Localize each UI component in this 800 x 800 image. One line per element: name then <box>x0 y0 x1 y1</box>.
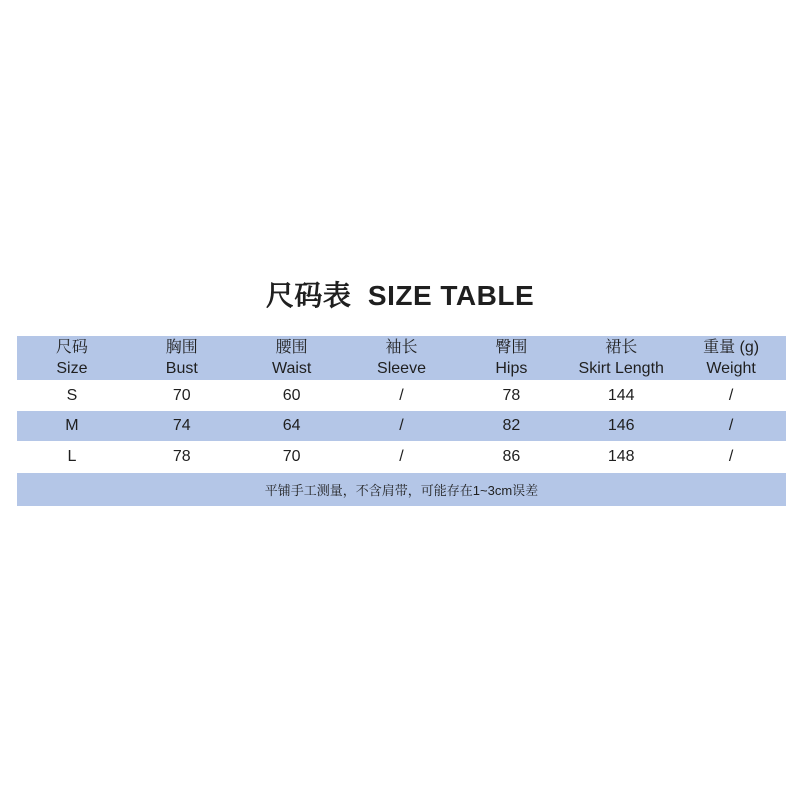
header-size-en: Size <box>56 360 88 377</box>
header-bust-en: Bust <box>165 360 198 377</box>
header-waist-en: Waist <box>271 360 312 377</box>
table-note-row <box>17 473 786 506</box>
cell-m-skirt-length: 146 <box>607 417 635 434</box>
header-skirt-length-zh: 裙长 <box>605 339 638 356</box>
header-size-zh: 尺码 <box>55 339 88 356</box>
cell-s-weight: / <box>728 386 734 404</box>
header-skirt-length-en: Skirt Length <box>578 360 664 377</box>
cell-s-skirt-length: 144 <box>607 386 635 404</box>
table-row-size-m <box>17 411 786 441</box>
cell-s-hips: 78 <box>502 386 521 404</box>
cell-l-bust: 78 <box>172 448 191 465</box>
cell-m-hips: 82 <box>502 417 521 434</box>
header-waist-zh: 腰围 <box>275 339 308 356</box>
cell-s-size: S <box>66 386 78 404</box>
header-cell-skirt-length <box>566 336 676 380</box>
header-cell-size <box>17 336 127 380</box>
header-weight-zh: 重量 (g) <box>703 339 760 356</box>
cell-m-size: M <box>65 417 79 434</box>
cell-l-weight: / <box>728 448 734 465</box>
cell-l-sleeve: / <box>399 448 404 465</box>
header-sleeve-en: Sleeve <box>377 360 426 377</box>
cell-l-size: L <box>67 448 77 465</box>
header-cell-weight <box>676 336 786 380</box>
cell-l-hips: 86 <box>502 448 521 465</box>
cell-s-sleeve: / <box>399 386 404 404</box>
measurement-note: 平铺手工测量，不含肩带，可能存在1~3cm误差 <box>264 483 539 498</box>
cell-l-waist: 70 <box>282 448 301 465</box>
header-cell-hips <box>456 336 566 380</box>
cell-s-waist: 60 <box>282 386 301 404</box>
header-sleeve-zh: 袖长 <box>385 339 418 356</box>
cell-m-bust: 74 <box>172 417 191 434</box>
header-weight-en: Weight <box>706 360 756 377</box>
cell-m-sleeve: / <box>399 417 404 434</box>
header-hips-en: Hips <box>495 360 528 377</box>
table-row-size-s <box>17 380 786 411</box>
cell-m-waist: 64 <box>282 417 301 434</box>
header-cell-waist <box>237 336 347 380</box>
header-hips-zh: 臀围 <box>495 339 528 356</box>
cell-m-weight: / <box>728 417 734 434</box>
header-cell-sleeve <box>347 336 457 380</box>
table-header-row <box>17 336 786 380</box>
cell-l-skirt-length: 148 <box>607 448 635 465</box>
header-cell-bust <box>127 336 237 380</box>
cell-s-bust: 70 <box>172 386 191 404</box>
page-title: 尺码表 SIZE TABLE <box>265 280 535 311</box>
header-bust-zh: 胸围 <box>165 339 198 356</box>
size-table <box>17 336 786 506</box>
table-row-size-l <box>17 441 786 473</box>
